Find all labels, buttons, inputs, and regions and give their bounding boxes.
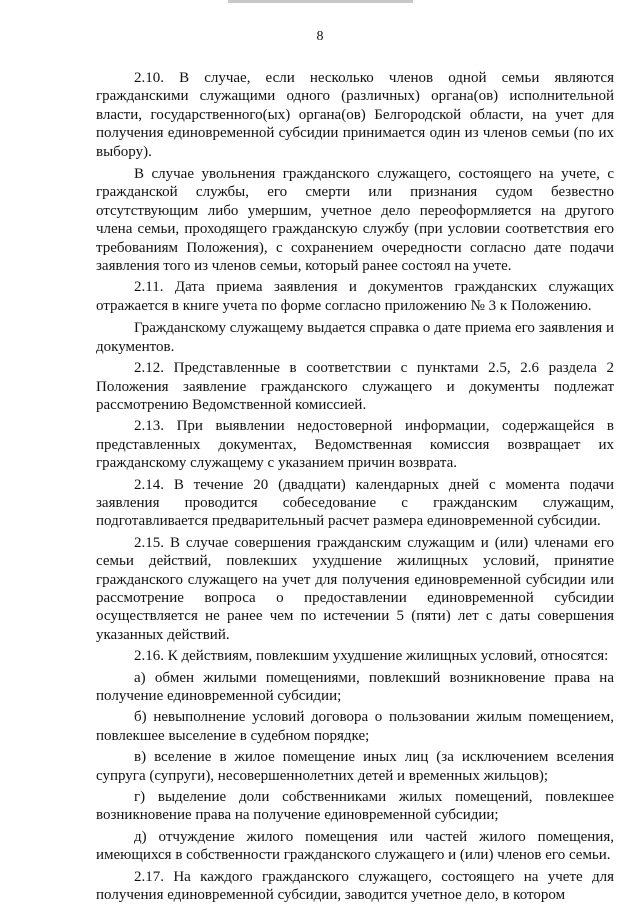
scan-edge-strip [228,0,413,3]
paragraph-2-15: 2.15. В случае совершения гражданским служащим и (или) членами его семьи действий, повлекших ухудшение жилищных условий, принятие гражданского служащего на учет для получения единовременной субсидии или рассмотрение вопроса о предоставлении единовременной субсидии осуществляется не ранее чем по истечении 5 (пяти) лет с даты совершения указанных действий. [96,534,614,643]
page-number: 8 [316,29,324,44]
list-item-g: г) выделение доли собственниками жилых помещений, повлекшее возникновение права на получение единовременной субсидии; [96,789,614,824]
paragraph-2-17: 2.17. На каждого гражданского служащего, состоящего на учете для получения единовременной субсидии, заводится учетное дело, в котором [96,868,614,904]
paragraph-2-12: 2.12. Представленные в соответствии с пунктами 2.5, 2.6 раздела 2 Положения заявление гражданского служащего и документы подлежат рассмотрению Ведомственной комиссией. [96,360,614,413]
paragraph-2-16: 2.16. К действиям, повлекшим ухудшение жилищных условий, относятся: [134,648,609,665]
list-item-v: в) вселение в жилое помещение иных лиц (за исключением вселения супруга (супруги), несовершеннолетних детей и временных жильцов); [96,749,614,784]
paragraph-2-14: 2.14. В течение 20 (двадцати) календарных дней с момента подачи заявления проводится собеседование с гражданским служащим, подготавливается предварительный расчет размера единовременной субсидии. [96,476,614,530]
paragraph-2-10: 2.10. В случае, если несколько членов одной семьи являются гражданскими служащими одного (различных) органа(ов) исполнительной власти, государственного(ых) органа(ов) Белгородской области, на учет для получения единовременной субсидии принимается один из членов семьи (по их выбору). [96,70,614,160]
paragraph-dismissal: В случае увольнения гражданского служащего, состоящего на учете, с гражданской службы, его смерти или признания судом безвестно отсутствующим либо умершим, учетное дело переоформляется на другого члена семьи, проходящего гражданскую службу (при условии соответствия его требованиям Положения), с сохранением очередности согласно дате подачи заявления того из членов семьи, который ранее состоял на учете. [96,166,614,275]
paragraph-2-13: 2.13. При выявлении недостоверной информации, содержащейся в представленных документах, Ведомственная комиссия возвращает их гражданскому служащему с указанием причин возврата. [96,418,614,472]
document-body [96,69,614,907]
paragraph-2-11: 2.11. Дата приема заявления и документов гражданских служащих отражается в книге учета по форме согласно приложению № 3 к Положению. [96,279,614,314]
list-item-b: б) невыполнение условий договора о пользовании жилым помещением, повлекшее выселение в судебном порядке; [96,709,614,744]
list-item-d: д) отчуждение жилого помещения или частей жилого помещения, имеющихся в собственности гражданского служащего и (или) членов его семьи. [96,828,614,864]
paragraph-certificate: Гражданскому служащему выдается справка о дате приема его заявления и документов. [96,320,614,355]
list-item-a: а) обмен жилыми помещениями, повлекший возникновение права на получение единовременной субсидии; [96,669,614,704]
